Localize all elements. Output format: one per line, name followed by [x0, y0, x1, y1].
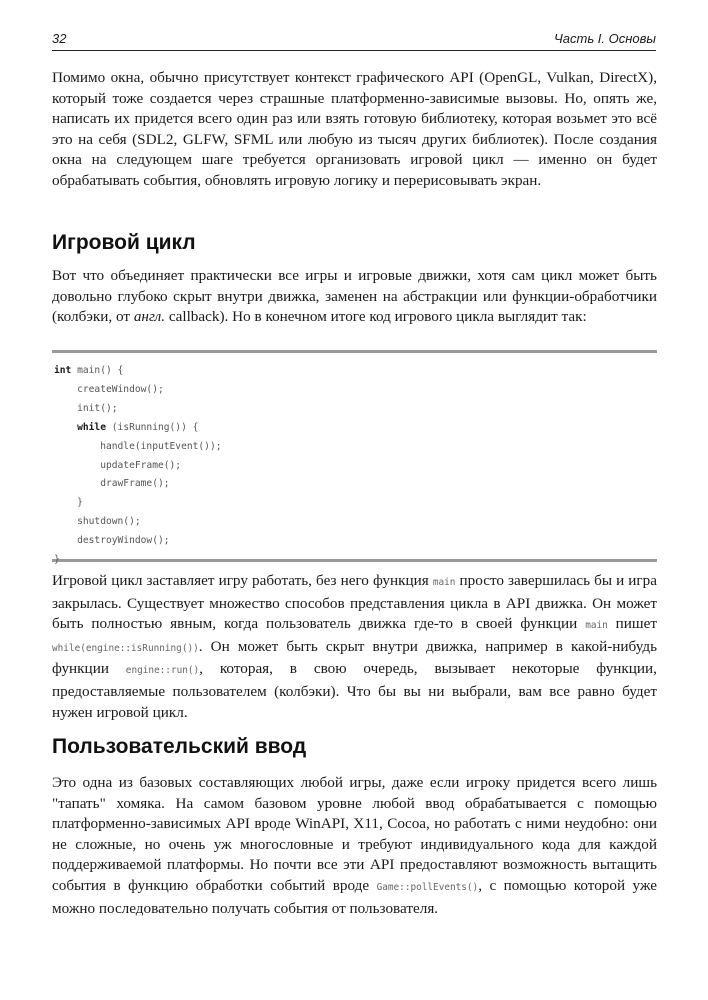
code-line: shutdown();: [54, 516, 141, 528]
text-run: просто завершилась бы и игра закрылась. Существует множество способов представления цикла в API движка. Он может быть полностью явным, когда пользователь движка где-то в своей функции: [52, 572, 657, 633]
page-number: 32: [52, 31, 67, 46]
code-line: handle(inputEvent());: [54, 440, 222, 452]
text-run: Вот что объединяет практически все игры и игровые движки, хотя сам цикл может быть довольно глубоко скрыт внутри движка, заменен на абстракции или функции-обработчики (колбэки, от: [52, 267, 657, 326]
code-keyword: while: [77, 421, 106, 433]
code-line: }: [54, 554, 60, 566]
code-line: updateFrame();: [54, 459, 182, 471]
inline-code: engine::run(): [125, 665, 200, 677]
code-indent: [54, 422, 77, 433]
game-loop-paragraph: [52, 266, 657, 328]
code-keyword: int: [54, 365, 72, 376]
heading-user-input: Пользовательский ввод: [52, 735, 307, 758]
text-run: Игровой цикл заставляет игру работать, без него функция: [52, 572, 433, 589]
code-listing: [52, 350, 657, 566]
inline-code: while(engine::isRunning()): [52, 642, 199, 654]
code-line: drawFrame();: [54, 478, 170, 490]
inline-code: main: [432, 577, 456, 588]
game-loop-explanation: [52, 571, 657, 723]
code-line: init();: [54, 402, 118, 414]
text-run: callback). Но в конечном итоге код игрового цикла выглядит так:: [165, 308, 587, 326]
running-header: [52, 31, 656, 51]
text-run: . Он может быть скрыт внутри движка, например в какой-нибудь функции: [52, 637, 657, 678]
code-line: destroyWindow();: [54, 535, 170, 547]
intro-paragraph: Помимо окна, обычно присутствует контекст графического API (OpenGL, Vulkan, DirectX), который тоже создается через страшные платформенно-зависимые вызовы. Но, опять же, написать их придется всего один раз или взять готовую библиотеку, которая возьмет это всё это на себя (SDL2, GLFW, SFML или любую из тысяч других библиотек). После создания окна на следующем шаге требуется организовать игровой цикл — именно он будет обрабатывать события, обновлять игровую логику и перерисовывать экран.: [52, 69, 657, 189]
code-line: main() {: [71, 365, 124, 376]
text-run: пишет: [607, 615, 657, 633]
text-run: , с помощью которой уже можно последовательно получать события от пользователя.: [52, 876, 657, 917]
code-line: }: [54, 497, 83, 509]
inline-code: main: [585, 620, 608, 632]
code-line: createWindow();: [54, 383, 164, 395]
abbreviation: англ.: [133, 308, 166, 326]
text-run: Это одна из базовых составляющих любой игры, даже если игроку придется всего лишь "тапать" хомяка. На самом базовом уровне любой ввод обрабатывается с помощью платформенно-зависимых API вроде WinAPI, X11, Cocoa, но работать с ними неудобно: они не сложные, но очень уж многословные и требуют индивидуального кода для каждой поддерживаемой платформы. Но почти все эти API предоставляют возможность вытащить события в функцию обработки событий вроде: [52, 774, 657, 894]
section-title: Часть I. Основы: [554, 31, 656, 46]
heading-game-loop: Игровой цикл: [52, 231, 196, 254]
text-run: , которая, в свою очередь, вызывает некоторые функции, предоставляемые пользователем (колбэки). Что бы вы ни выбрали, вам все равно будет нужен игровой цикл.: [52, 660, 657, 721]
code-text: [54, 362, 222, 570]
user-input-paragraph: [52, 773, 657, 919]
code-line: (isRunning()) {: [106, 421, 199, 433]
header-rule: [52, 50, 656, 51]
inline-code: Game::pollEvents(): [376, 881, 479, 893]
